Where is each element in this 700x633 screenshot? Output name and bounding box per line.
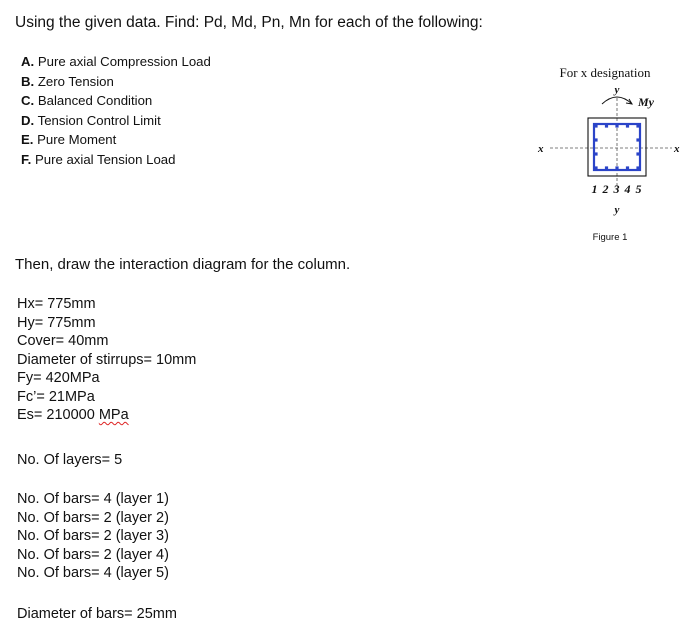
rebar-layer-5-bar-2 [636,138,639,141]
param-es [17,406,196,425]
question-heading: Using the given data. Find: Pd, Md, Pn, Mn for each of the following: [15,14,483,31]
param-es-unit: MPa [98,407,129,423]
bars-list [17,490,169,583]
given-parameters [17,295,196,425]
rebar-layer-1-bar-3 [594,152,597,155]
rebar-layer-2-bar-2 [605,166,608,169]
part-item-e [21,130,211,150]
part-letter: A. [21,54,35,69]
rebar-layer-3-bar-1 [615,124,618,127]
instruction-text: Then, draw the interaction diagram for the column. [15,256,351,273]
rebar-layer-3-bar-2 [615,166,618,169]
rebar-layer-5-bar-4 [636,166,639,169]
rebar-group [594,124,639,169]
y-axis-label-top: y [614,84,620,96]
part-letter: F. [21,151,32,167]
layer-numbers: 1 2 3 4 5 [591,182,643,196]
bars-layer-3: No. Of bars= 2 (layer 3) [17,528,169,544]
param-hx: Hx= 775mm [17,296,96,312]
param-hy: Hy= 775mm [17,314,96,331]
param-fc: Fc’= 21MPa [17,388,95,405]
column-section-figure [530,62,690,247]
part-text: Pure Moment [37,132,117,148]
moment-label: My [638,95,654,109]
figure-svg [530,62,690,247]
rebar-layer-2-bar-1 [605,124,608,127]
part-letter: C. [21,93,35,109]
layers-count: No. Of layers= 5 [17,452,123,468]
rebar-layer-1-bar-4 [594,166,597,169]
rebar-layer-5-bar-3 [636,152,639,155]
part-letter: D. [21,112,35,128]
bars-layer-1: No. Of bars= 4 (layer 1) [17,491,169,507]
part-text: Pure axial Compression Load [37,54,211,69]
figure-title: For x designation [559,65,651,80]
param-cover: Cover= 40mm [17,333,109,349]
y-axis-label-bottom: y [614,204,620,216]
part-text: Pure axial Tension Load [34,151,176,167]
bar-diameter: Diameter of bars= 25mm [17,606,177,622]
part-item-f [21,150,211,170]
part-letter: E. [21,132,34,148]
rebar-layer-1-bar-1 [594,124,597,127]
part-text: Balanced Condition [37,93,153,109]
parts-list [21,52,211,170]
part-item-b [21,72,211,92]
part-item-a [21,52,211,72]
bars-layer-2: No. Of bars= 2 (layer 2) [17,509,169,526]
rebar-layer-4-bar-1 [626,124,629,127]
rebar-layer-1-bar-2 [594,138,597,141]
rebar-layer-5-bar-1 [636,124,639,127]
part-letter: B. [21,73,35,89]
param-es-value: Es= 210000 [17,407,99,423]
bars-layer-5: No. Of bars= 4 (layer 5) [17,565,169,581]
x-axis-label-right: x [674,143,680,155]
x-axis-label-left: x [538,143,544,155]
bars-layer-4: No. Of bars= 2 (layer 4) [17,546,169,563]
part-text: Zero Tension [37,73,114,89]
rebar-layer-4-bar-2 [626,166,629,169]
figure-caption: Figure 1 [592,232,628,243]
param-stirrups: Diameter of stirrups= 10mm [17,351,197,368]
part-text: Tension Control Limit [37,112,161,128]
param-fy: Fy= 420MPa [17,370,100,386]
part-item-d [21,111,211,131]
part-item-c [21,91,211,111]
